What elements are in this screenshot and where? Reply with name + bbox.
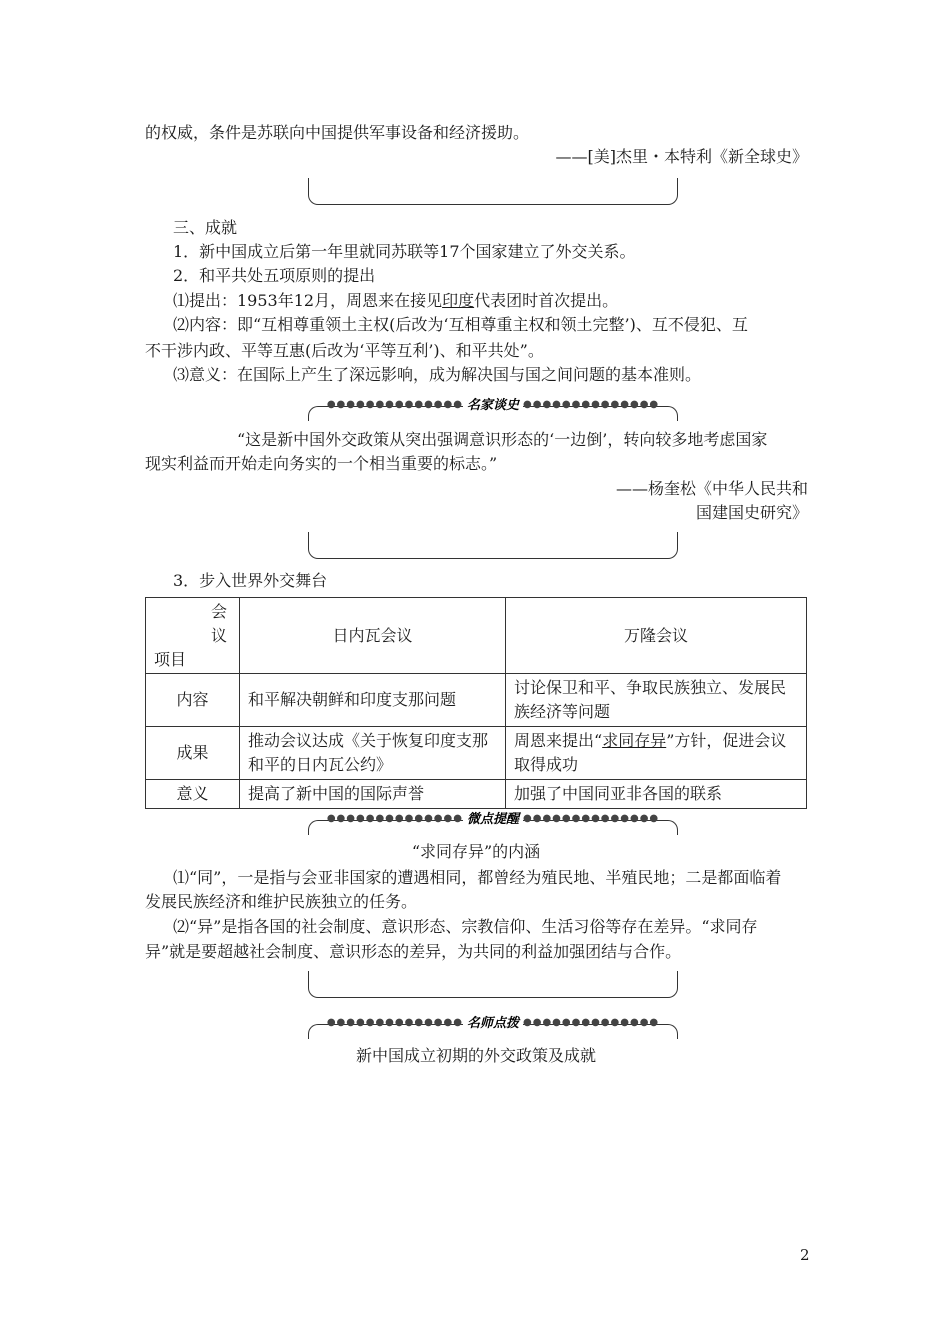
tip-p1-line2: 发展民族经济和维护民族独立的任务。 (145, 892, 418, 911)
teacher-tip-box-top: ●●●●●●●●●●●●●● 名师点拨 ●●●●●●●●●●●●●● (308, 1024, 678, 1039)
geneva-cell: 提高了新中国的国际声誉 (240, 780, 506, 809)
tip-p2-line2: 异”就是要超越社会制度、意识形态的差异，为共同的利益加强团结与合作。 (145, 942, 682, 961)
table-header-bandung: 万隆会议 (506, 598, 807, 674)
geneva-cell: 推动会议达成《关于恢复印度支那和平的日内瓦公约》 (240, 727, 506, 780)
table-corner: 会 议 项目 (146, 598, 240, 674)
intro-source: ——[美]杰里・本特利《新全球史》 (555, 147, 808, 166)
box-bottom-bracket (308, 178, 678, 205)
intro-text: 的权威，条件是苏联向中国提供军事设备和经济援助。 (145, 123, 530, 142)
section-heading: 三、成就 (173, 218, 238, 237)
achievement-item-2-1: ⑴提出：1953年12月，周恩来在接见印度代表团时首次提出。 (173, 291, 619, 310)
tip-p2-line1: ⑵“异”是指各国的社会制度、意识形态、宗教信仰、生活习俗等存在差异。“求同存 (173, 917, 758, 936)
famous-history-box-top: ●●●●●●●●●●●●●● 名家谈史 ●●●●●●●●●●●●●● (308, 406, 678, 421)
achievement-item-2-2-line1: ⑵内容：即“互相尊重领土主权(后改为‘互相尊重主权和领土完整’)、互不侵犯、互 (173, 315, 748, 334)
quote-line-2: 现实利益而开始走向务实的一个相当重要的标志。” (145, 454, 498, 473)
table-row (146, 727, 807, 780)
row-label: 意义 (146, 780, 240, 809)
bandung-cell: 加强了中国同亚非各国的联系 (506, 780, 807, 809)
teacher-tip-title: 新中国成立初期的外交政策及成就 (355, 1046, 596, 1065)
box-bottom-bracket (308, 971, 678, 998)
achievement-item-2-2-line2: 不干涉内政、平等互惠(后改为‘平等互利’)、和平共处”。 (145, 341, 544, 360)
quote-source-line-2: 国建国史研究》 (695, 503, 808, 522)
box-bottom-bracket (308, 532, 678, 559)
achievement-item-2: 2．和平共处五项原则的提出 (173, 266, 376, 285)
quote-line-1: “这是新中国外交政策从突出强调意识形态的‘一边倒’，转向较多地考虑国家 (237, 430, 768, 449)
tip-p1-line1: ⑴“同”，一是指与会亚非国家的遭遇相同，都曾经为殖民地、半殖民地；二是都面临着 (173, 868, 782, 887)
tip-header: 微点提醒 (463, 810, 523, 830)
famous-history-header: 名家谈史 (463, 396, 523, 416)
quote-source-line-1: ——杨奎松《中华人民共和 (615, 479, 808, 498)
tip-title: “求同存异”的内涵 (411, 842, 541, 861)
table-row (146, 780, 807, 809)
bandung-cell: 周恩来提出“求同存异”方针，促进会议取得成功 (506, 727, 807, 780)
achievement-item-1: 1．新中国成立后第一年里就同苏联等17个国家建立了外交关系。 (173, 242, 636, 261)
table-row (146, 674, 807, 727)
teacher-tip-header: 名师点拨 (463, 1014, 523, 1034)
table-header-geneva: 日内瓦会议 (240, 598, 506, 674)
geneva-cell: 和平解决朝鲜和印度支那问题 (240, 674, 506, 727)
conference-table (145, 597, 807, 809)
row-label: 成果 (146, 727, 240, 780)
achievement-item-2-3: ⑶意义：在国际上产生了深远影响，成为解决国与国之间问题的基本准则。 (173, 365, 702, 384)
stage-heading: 3．步入世界外交舞台 (173, 571, 328, 590)
row-label: 内容 (146, 674, 240, 727)
bandung-cell: 讨论保卫和平、争取民族独立、发展民族经济等问题 (506, 674, 807, 727)
tip-box-top: ●●●●●●●●●●●●●● 微点提醒 ●●●●●●●●●●●●●● (308, 820, 678, 835)
page-number: 2 (800, 1246, 810, 1264)
